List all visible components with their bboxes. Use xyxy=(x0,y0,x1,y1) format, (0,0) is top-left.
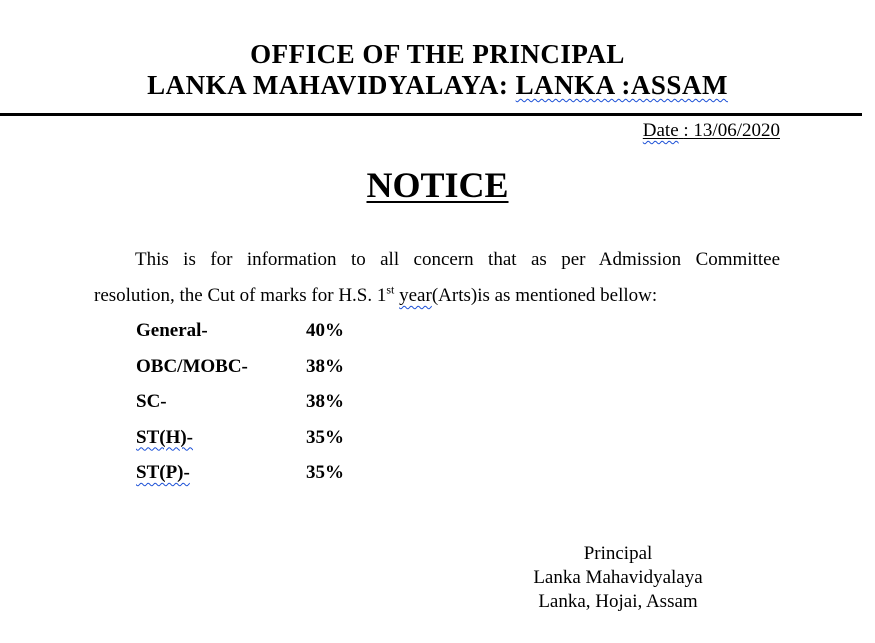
date-label: Date xyxy=(642,120,679,141)
category-label: SC- xyxy=(136,391,167,412)
notice-title: NOTICE xyxy=(366,165,509,205)
header-divider xyxy=(0,113,862,116)
category-label: ST(H)- xyxy=(136,426,193,448)
college-location: LANKA :ASSAM xyxy=(515,70,728,100)
office-heading: OFFICE OF THE PRINCIPAL xyxy=(250,39,625,69)
notice-body-line-1: This is for information to all concern that as per Admission Committee xyxy=(135,249,780,270)
body-text-year: year xyxy=(399,285,432,306)
notice-date xyxy=(643,119,780,143)
category-label: General- xyxy=(136,320,208,341)
body-text-a: resolution, the Cut of marks for H.S. 1 xyxy=(94,285,387,306)
category-label: OBC/MOBC- xyxy=(136,355,248,377)
cutoff-row-sc xyxy=(136,389,436,425)
cutoff-marks: 38% xyxy=(306,355,344,377)
cutoff-row-st-h xyxy=(136,425,436,461)
signatory-title: Principal xyxy=(583,543,653,564)
college-heading xyxy=(0,69,875,101)
signatory-institution: Lanka Mahavidyalaya xyxy=(533,567,703,588)
date-value: : 13/06/2020 xyxy=(683,120,780,141)
ordinal-suffix: st xyxy=(386,282,395,297)
cutoff-marks: 38% xyxy=(306,391,344,412)
body-text-b: (Arts)is as mentioned bellow: xyxy=(431,285,658,306)
category-label: ST(P)- xyxy=(136,462,190,483)
notice-body-line-2 xyxy=(94,283,657,309)
college-name: LANKA MAHAVIDYALAYA: xyxy=(147,70,516,100)
cutoff-list xyxy=(136,318,436,496)
signatory-address: Lanka, Hojai, Assam xyxy=(538,591,698,612)
cutoff-marks: 40% xyxy=(306,320,344,341)
signature-block xyxy=(508,542,728,614)
cutoff-marks: 35% xyxy=(306,426,344,448)
cutoff-row-general xyxy=(136,318,436,354)
cutoff-row-obc-mobc xyxy=(136,354,436,390)
cutoff-row-st-p xyxy=(136,460,436,496)
cutoff-marks: 35% xyxy=(306,462,344,483)
